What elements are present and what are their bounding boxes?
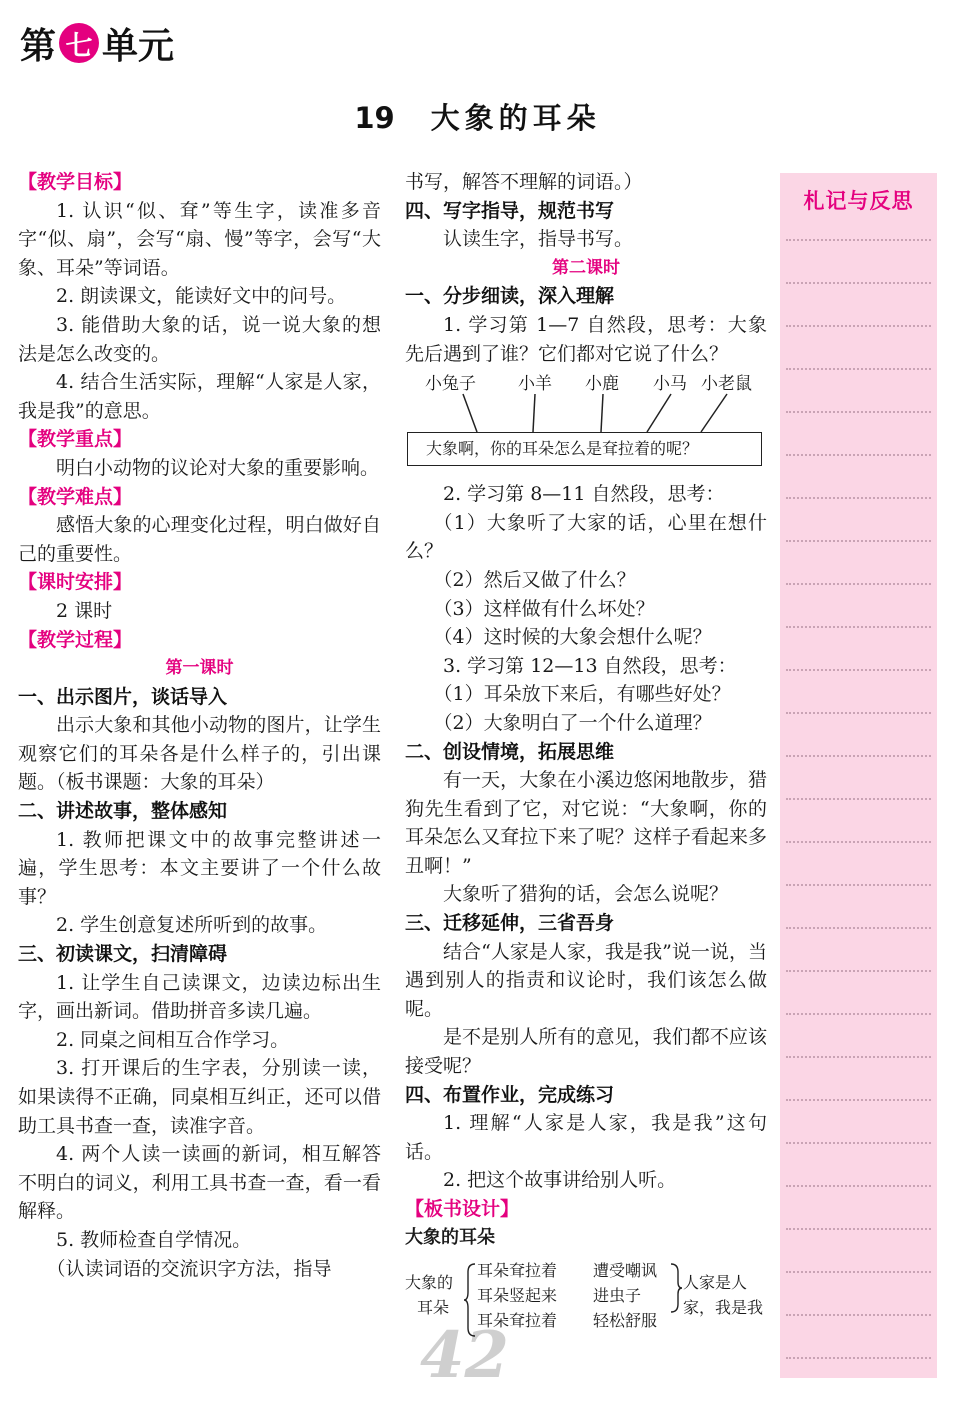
paragraph: 1. 学习第 1—7 自然段，思考：大象先后遇到了谁？它们都对它说了什么？ bbox=[405, 313, 767, 365]
note-line bbox=[786, 927, 931, 929]
note-line bbox=[786, 1228, 931, 1230]
paragraph: （认读词语的交流识字方法，指导 bbox=[46, 1257, 332, 1280]
paragraph: 3. 打开课后的生字表，分别读一读，如果读得不正确，同桌相互纠正，还可以借助工具书查一查，读准字音。 bbox=[18, 1057, 381, 1137]
step-heading: 四、写字指导，规范书写 bbox=[405, 199, 615, 222]
paragraph: （4）这时候的大象会想什么呢？ bbox=[433, 626, 712, 649]
paragraph: 2. 学生创意复述所听到的故事。 bbox=[56, 914, 328, 937]
notes-sidebar bbox=[780, 173, 937, 1378]
left-brace-icon bbox=[463, 1262, 477, 1338]
paragraph: 3. 能借助大象的话，说一说大象的想法是怎么改变的。 bbox=[18, 313, 381, 365]
unit-prefix: 第 bbox=[20, 25, 57, 67]
step-heading: 二、创设情境，拓展思维 bbox=[405, 740, 615, 763]
paragraph: 2. 同桌之间相互合作学习。 bbox=[56, 1028, 290, 1051]
note-line bbox=[786, 1271, 931, 1273]
animal-label: 小鹿 bbox=[585, 374, 619, 395]
paragraph: 2. 把这个故事讲给别人听。 bbox=[443, 1169, 677, 1192]
board-right-label: 人家是人 bbox=[683, 1273, 748, 1293]
paragraph: 明白小动物的议论对大象的重要影响。 bbox=[56, 456, 380, 479]
lesson-number: 19 bbox=[354, 101, 395, 135]
paragraph: 2. 朗读课文，能读好文中的问号。 bbox=[56, 285, 347, 308]
board-cell: 进虫子 bbox=[593, 1286, 642, 1306]
note-line bbox=[786, 841, 931, 843]
paragraph: 3. 学习第 12—13 自然段，思考： bbox=[443, 654, 737, 677]
paragraph: 1. 认识“似、耷”等生字，读准多音字“似、扇”，会写“扇、慢”等字，会写“大象、耳朵”等词语。 bbox=[18, 199, 381, 279]
note-line bbox=[786, 497, 931, 499]
board-cell: 遭受嘲讽 bbox=[593, 1261, 658, 1281]
note-line bbox=[786, 1142, 931, 1144]
note-line bbox=[786, 454, 931, 456]
step-heading: 三、迁移延伸，三省吾身 bbox=[405, 912, 615, 935]
step-heading: 一、分步细读，深入理解 bbox=[405, 285, 615, 308]
animal-label: 小兔子 bbox=[425, 374, 476, 395]
note-line bbox=[786, 1099, 931, 1101]
animal-label: 小马 bbox=[653, 374, 687, 395]
right-brace-icon bbox=[669, 1262, 683, 1314]
paragraph: 大象听了猎狗的话，会怎么说呢？ bbox=[443, 883, 729, 906]
note-line bbox=[786, 755, 931, 757]
paragraph: 2 课时 bbox=[56, 599, 113, 622]
note-line bbox=[786, 884, 931, 886]
period-heading: 第一课时 bbox=[165, 658, 234, 679]
paragraph: 书写，解答不理解的词语。） bbox=[405, 171, 643, 193]
connector-lines bbox=[405, 370, 767, 434]
step-heading: 一、出示图片，谈话导入 bbox=[18, 685, 228, 708]
paragraph: （3）这样做有什么坏处？ bbox=[433, 597, 655, 620]
lesson-title bbox=[0, 96, 955, 137]
note-line bbox=[786, 1056, 931, 1058]
board-cell: 耳朵竖起来 bbox=[477, 1286, 558, 1306]
question-box: 大象啊，你的耳朵怎么是耷拉着的呢？ bbox=[407, 432, 762, 466]
board-cell: 耳朵耷拉着 bbox=[477, 1311, 558, 1331]
note-line bbox=[786, 325, 931, 327]
board-right-label: 家，我是我 bbox=[683, 1298, 764, 1318]
unit-suffix: 单元 bbox=[102, 25, 175, 67]
period-heading: 第二课时 bbox=[552, 257, 620, 278]
note-line bbox=[786, 368, 931, 370]
paragraph: 结合“人家是人家，我是我”说一说，当遇到别人的指责和议论时，我们该怎么做呢。 bbox=[405, 940, 767, 1020]
board-cell: 耳朵耷拉着 bbox=[477, 1261, 558, 1281]
animal-label: 小老鼠 bbox=[701, 374, 752, 395]
note-line bbox=[786, 970, 931, 972]
paragraph: 出示大象和其他小动物的图片，让学生观察它们的耳朵各是什么样子的，引出课题。（板书课题：大象的耳朵） bbox=[18, 714, 381, 794]
note-line bbox=[786, 712, 931, 714]
board-left-label: 大象的 bbox=[405, 1273, 454, 1293]
paragraph: 1. 让学生自己读课文，边读边标出生字，画出新词。借助拼音多读几遍。 bbox=[18, 971, 381, 1023]
section-tag: 【教学重点】 bbox=[18, 428, 133, 451]
lesson-name: 大象的耳朵 bbox=[430, 101, 601, 135]
section-tag: 【课时安排】 bbox=[18, 571, 133, 594]
sidebar-title: 札记与反思 bbox=[803, 189, 914, 213]
paragraph: 是不是别人所有的意见，我们都不应该接受呢？ bbox=[405, 1026, 767, 1078]
paragraph: （2）然后又做了什么？ bbox=[433, 568, 636, 591]
step-heading: 三、初读课文，扫清障碍 bbox=[18, 943, 228, 966]
paragraph: （2）大象明白了一个什么道理？ bbox=[433, 711, 712, 734]
paragraph: （1）耳朵放下来后，有哪些好处？ bbox=[433, 683, 731, 706]
section-tag: 【教学难点】 bbox=[18, 485, 133, 508]
section-tag: 【板书设计】 bbox=[405, 1198, 520, 1220]
page-number: 42 bbox=[420, 1318, 510, 1393]
paragraph: 感悟大象的心理变化过程，明白做好自己的重要性。 bbox=[18, 514, 381, 565]
paragraph: 2. 学习第 8—11 自然段，思考： bbox=[443, 483, 725, 506]
paragraph: （1）大象听了大家的话，心里在想什么？ bbox=[405, 511, 767, 563]
step-heading: 四、布置作业，完成练习 bbox=[405, 1083, 615, 1106]
left-column bbox=[18, 168, 381, 1283]
paragraph: 5. 教师检查自学情况。 bbox=[56, 1228, 252, 1251]
note-line bbox=[786, 540, 931, 542]
paragraph: 1. 理解“人家是人家，我是我”这句话。 bbox=[405, 1112, 767, 1163]
step-heading: 二、讲述故事，整体感知 bbox=[18, 800, 228, 823]
board-title: 大象的耳朵 bbox=[405, 1226, 495, 1248]
note-line bbox=[786, 239, 931, 241]
note-line bbox=[786, 411, 931, 413]
note-line bbox=[786, 282, 931, 284]
note-line bbox=[786, 669, 931, 671]
paragraph: 4. 两个人读一读画的新词，相互解答不明白的词义，利用工具书查一查，看一看解释。 bbox=[18, 1143, 381, 1223]
section-tag: 【教学过程】 bbox=[18, 628, 133, 651]
note-line bbox=[786, 583, 931, 585]
animal-diagram bbox=[405, 370, 767, 474]
paragraph: 4. 结合生活实际，理解“人家是人家，我是我”的意思。 bbox=[18, 371, 381, 422]
section-tag: 【教学目标】 bbox=[18, 171, 133, 193]
note-line bbox=[786, 1013, 931, 1015]
unit-number-badge: 七 bbox=[59, 23, 99, 63]
middle-column bbox=[405, 168, 767, 1342]
paragraph: 认读生字，指导书写。 bbox=[443, 228, 634, 251]
board-cell: 轻松舒服 bbox=[593, 1311, 658, 1331]
unit-heading bbox=[20, 18, 174, 68]
paragraph: 1. 教师把课文中的故事完整讲述一遍，学生思考：本文主要讲了一个什么故事？ bbox=[18, 828, 381, 908]
board-design bbox=[405, 1258, 767, 1342]
board-left-label: 耳朵 bbox=[417, 1298, 450, 1318]
note-line bbox=[786, 798, 931, 800]
note-line bbox=[786, 1185, 931, 1187]
paragraph: 有一天，大象在小溪边悠闲地散步，猎狗先生看到了它，对它说：“大象啊，你的耳朵怎么又耷拉下来了呢？这样子看起来多丑啊！” bbox=[405, 769, 767, 877]
note-line bbox=[786, 626, 931, 628]
note-line bbox=[786, 1314, 931, 1316]
animal-label: 小羊 bbox=[518, 374, 552, 395]
note-line bbox=[786, 1357, 931, 1359]
